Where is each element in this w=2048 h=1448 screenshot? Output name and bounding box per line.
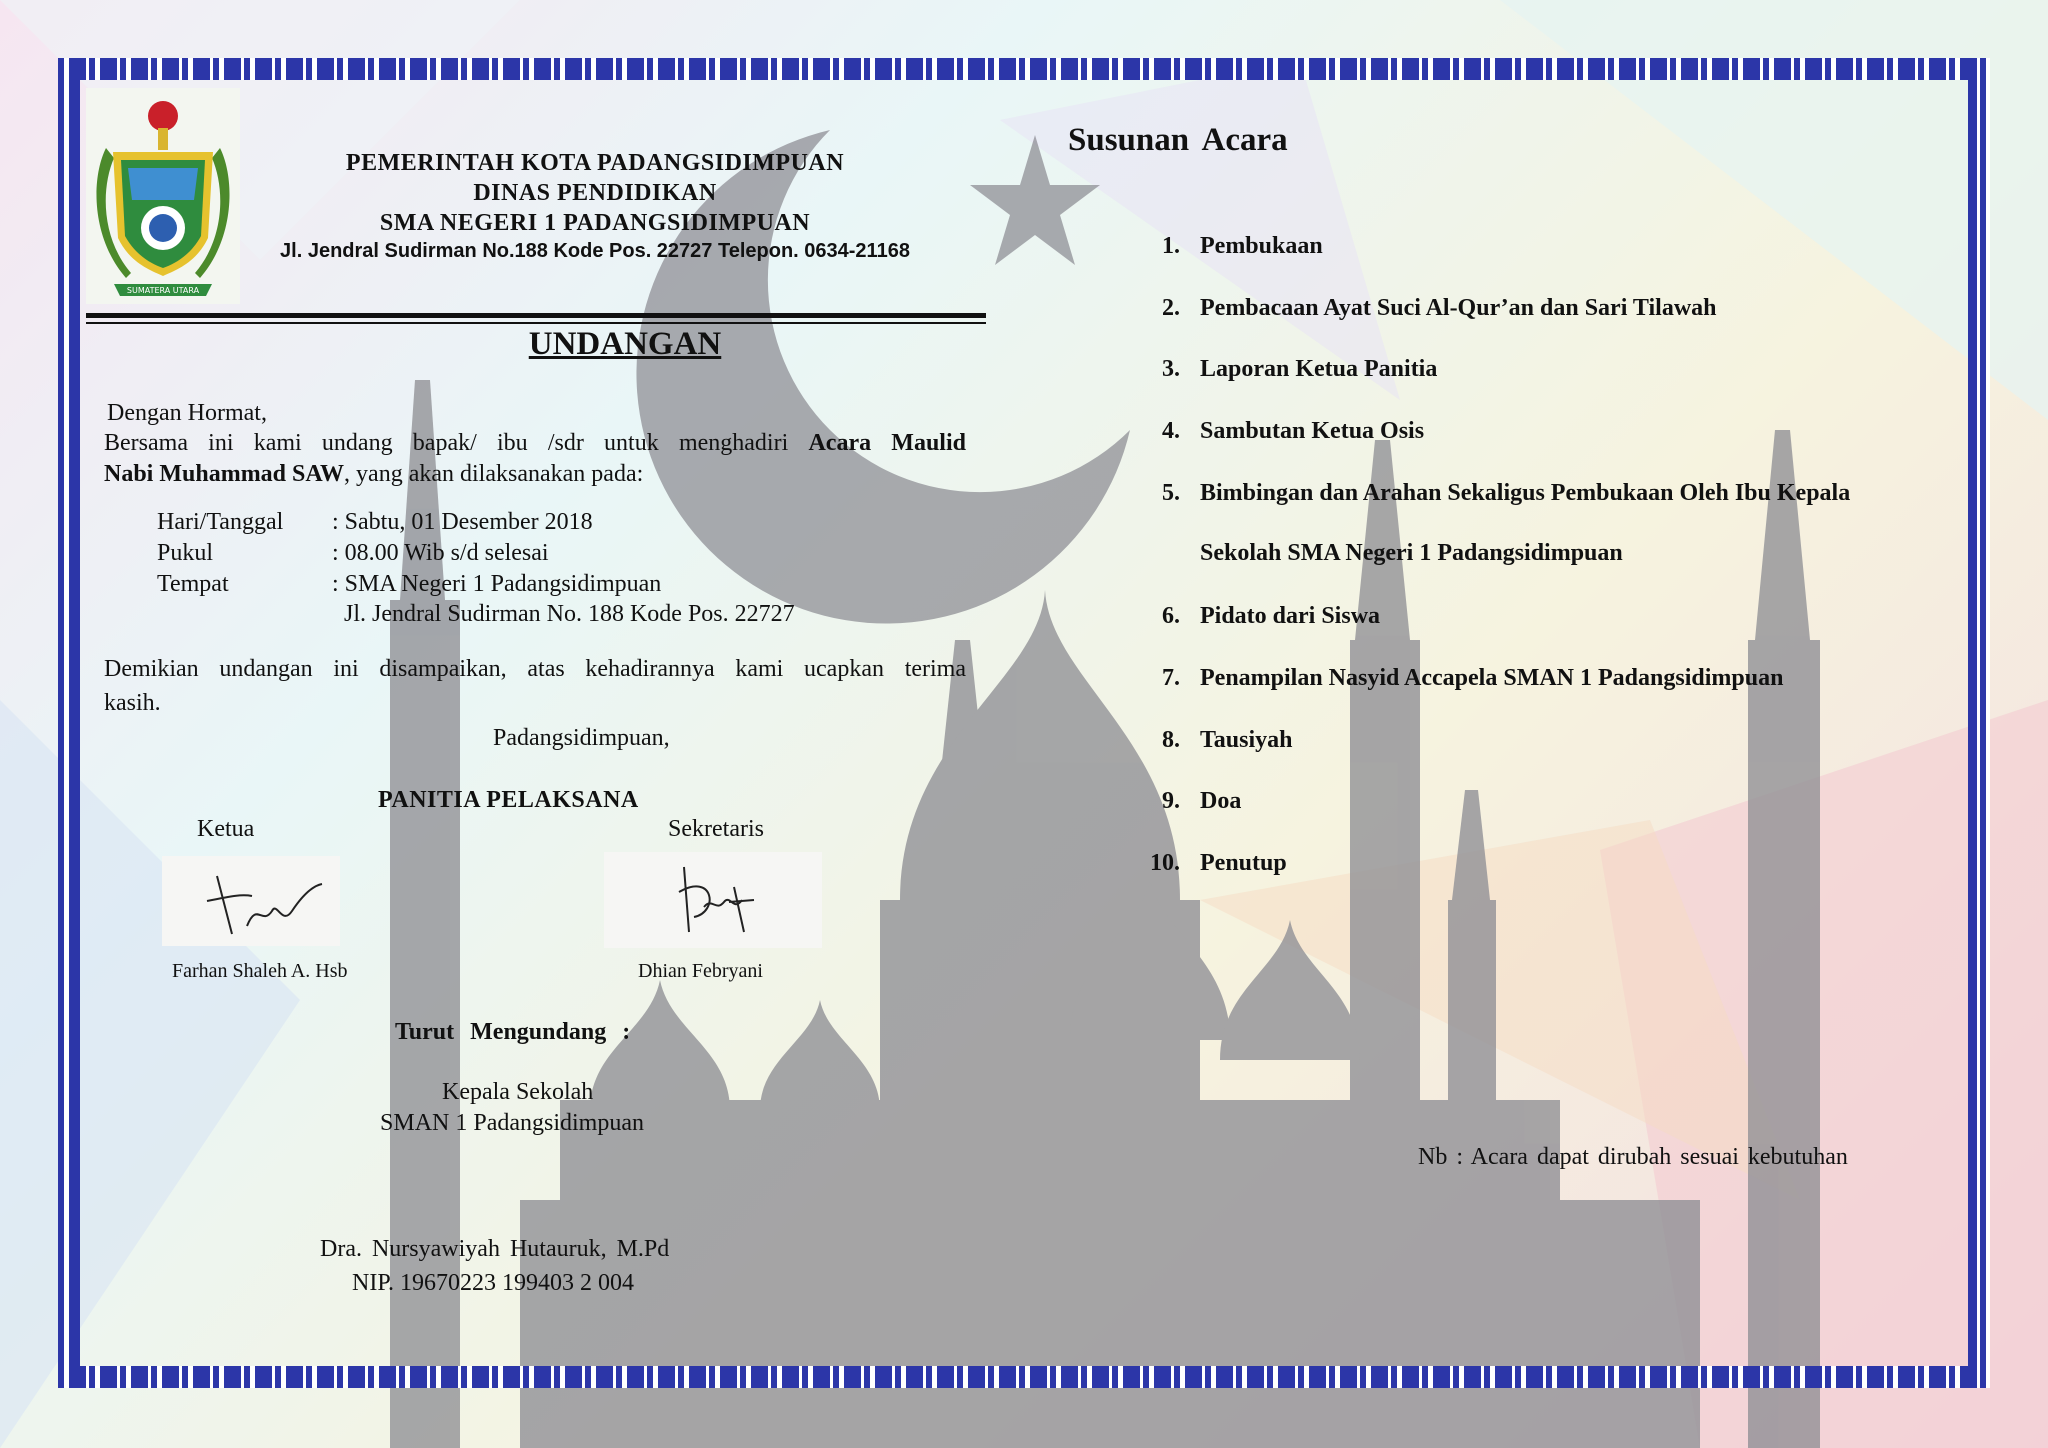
- principal-role: Kepala Sekolah SMAN 1 Padangsidimpuan: [380, 1079, 644, 1136]
- letterhead-address: Jl. Jendral Sudirman No.188 Kode Pos. 22727 Telepon. 0634-21168: [280, 240, 910, 262]
- city-emblem-logo: [86, 88, 240, 304]
- program-item: Laporan Ketua Panitia: [1200, 356, 1438, 382]
- chair-name: Farhan Shaleh A. Hsb: [172, 960, 348, 982]
- program-note: Nb : Acara dapat dirubah sesuai kebutuhan: [1418, 1144, 1848, 1170]
- body-line-2: Nabi Muhammad SAW, yang akan dilaksanakan pada:: [104, 461, 644, 487]
- program-item: Penutup: [1200, 850, 1287, 876]
- program-item: Penampilan Nasyid Accapela SMAN 1 Padangsidimpuan: [1200, 665, 1784, 691]
- program-item-number: 1.: [1162, 233, 1180, 259]
- program-item: Sambutan Ketua Osis: [1200, 418, 1425, 444]
- committee-title: PANITIA PELAKSANA: [378, 787, 639, 813]
- letterhead-rule-thin: [86, 322, 986, 324]
- closing-line-2: kasih.: [104, 690, 161, 716]
- letterhead-line-3: SMA NEGERI 1 PADANGSIDIMPUAN: [379, 210, 811, 236]
- letterhead-rule-thick: [86, 313, 986, 318]
- program-item: Doa: [1200, 788, 1242, 814]
- event-address: Jl. Jendral Sudirman No. 188 Kode Pos. 22727: [344, 601, 795, 627]
- program-item-number: 10.: [1150, 850, 1180, 876]
- chair-signature: [162, 856, 340, 946]
- letterhead-line-2: DINAS PENDIDIKAN: [473, 180, 717, 206]
- program-item: Pembukaan: [1200, 233, 1323, 259]
- co-invite-label: Turut Mengundang :: [395, 1019, 631, 1045]
- letter-title: UNDANGAN: [528, 326, 722, 362]
- body-line-1: Bersama ini kami undang bapak/ ibu /sdr untuk menghadiri Acara Maulid: [104, 430, 966, 456]
- secretary-role: Sekretaris: [668, 816, 764, 842]
- closing-line-1: Demikian undangan ini disampaikan, atas kehadirannya kami ucapkan terima: [104, 656, 966, 682]
- letterhead: [240, 148, 950, 238]
- program-item-number: 8.: [1162, 727, 1180, 753]
- program-item-number: 9.: [1162, 788, 1180, 814]
- program-item-number: 3.: [1162, 356, 1180, 382]
- principal-nip: NIP. 19670223 199403 2 004: [352, 1270, 635, 1296]
- program-title: Susunan Acara: [1068, 122, 1288, 158]
- program-item-number: 4.: [1162, 418, 1180, 444]
- principal-name: Dra. Nursyawiyah Hutauruk, M.Pd: [320, 1236, 670, 1262]
- program-item: Bimbingan dan Arahan Sekaligus Pembukaan Oleh Ibu Kepala: [1200, 480, 1851, 506]
- program-item: Pidato dari Siswa: [1200, 603, 1381, 629]
- program-item-number: 5.: [1162, 480, 1180, 506]
- secretary-name: Dhian Febryani: [638, 960, 763, 982]
- program-item-number: 7.: [1162, 665, 1180, 691]
- program-item-number: 6.: [1162, 603, 1180, 629]
- logo-text: SUMATERA UTARA: [126, 286, 200, 295]
- invitation-page: SUMATERA UTARA PEMERINTAH KOTA PADANGSIDIMPUAN DINAS PENDIDIKAN SMA NEGERI 1 PADANGSIDIMPUAN Jl. Jendral Sudirman No.188 Kode Pos. 22727 Telepon. 0634-21168 UNDANGAN Dengan Hormat, Bersama ini kami undang bapak/ ibu /sdr untuk menghadiri Acara Maulid Nabi Muhammad SAW, yang akan dilaksanakan pada: Hari/Tanggal : Sabtu, 01 Desember 2018 Pukul : 08.00 Wib s/d selesai Tempat : SMA Negeri 1 Padangsidimpuan Jl. Jendral Sudirman No. 188 Kode Pos. 22727 Demikian undangan ini disampaikan, atas kehadirannya kami ucapkan terima kasih. Padangsidimpuan, PANITIA PELAKSANA Ketua Sekretaris Farhan Shaleh A. Hsb Dhian Febryani Turut Mengundang : Kepala Sekolah SMAN 1 Padangsidimpuan Dra. Nursyawiyah Hutauruk, M.Pd NIP. 19670223 199403 2 004 Susunan Acara 1. Pembukaan 2. Pembacaan Ayat Suci Al-Qur’an dan Sari Tilawah 3. Laporan Ketua Panitia 4. Sambutan Ketua Osis 5. Bimbingan dan Arahan Sekaligus Pembukaan Oleh Ibu Kepala Sekolah SMA Negeri 1 Padangsidimpuan 6. Pidato dari Siswa 7. Penampilan Nasyid Accapela SMAN 1 Padangsidimpuan 8. Tausiyah 9. Doa 10. Penutup Nb : Acara dapat dirubah sesuai kebutuhan: [0, 0, 2048, 1448]
- program-item: Pembacaan Ayat Suci Al-Qur’an dan Sari Tilawah: [1200, 295, 1717, 321]
- chair-role: Ketua: [197, 816, 255, 842]
- signing-place: Padangsidimpuan,: [493, 725, 670, 751]
- program-item-number: 2.: [1162, 295, 1180, 321]
- secretary-signature: [604, 852, 822, 948]
- program-item: Tausiyah: [1200, 727, 1293, 753]
- greeting: Dengan Hormat,: [107, 400, 267, 426]
- letterhead-line-1: PEMERINTAH KOTA PADANGSIDIMPUAN: [345, 150, 845, 176]
- program-item-continuation: Sekolah SMA Negeri 1 Padangsidimpuan: [1200, 540, 1623, 566]
